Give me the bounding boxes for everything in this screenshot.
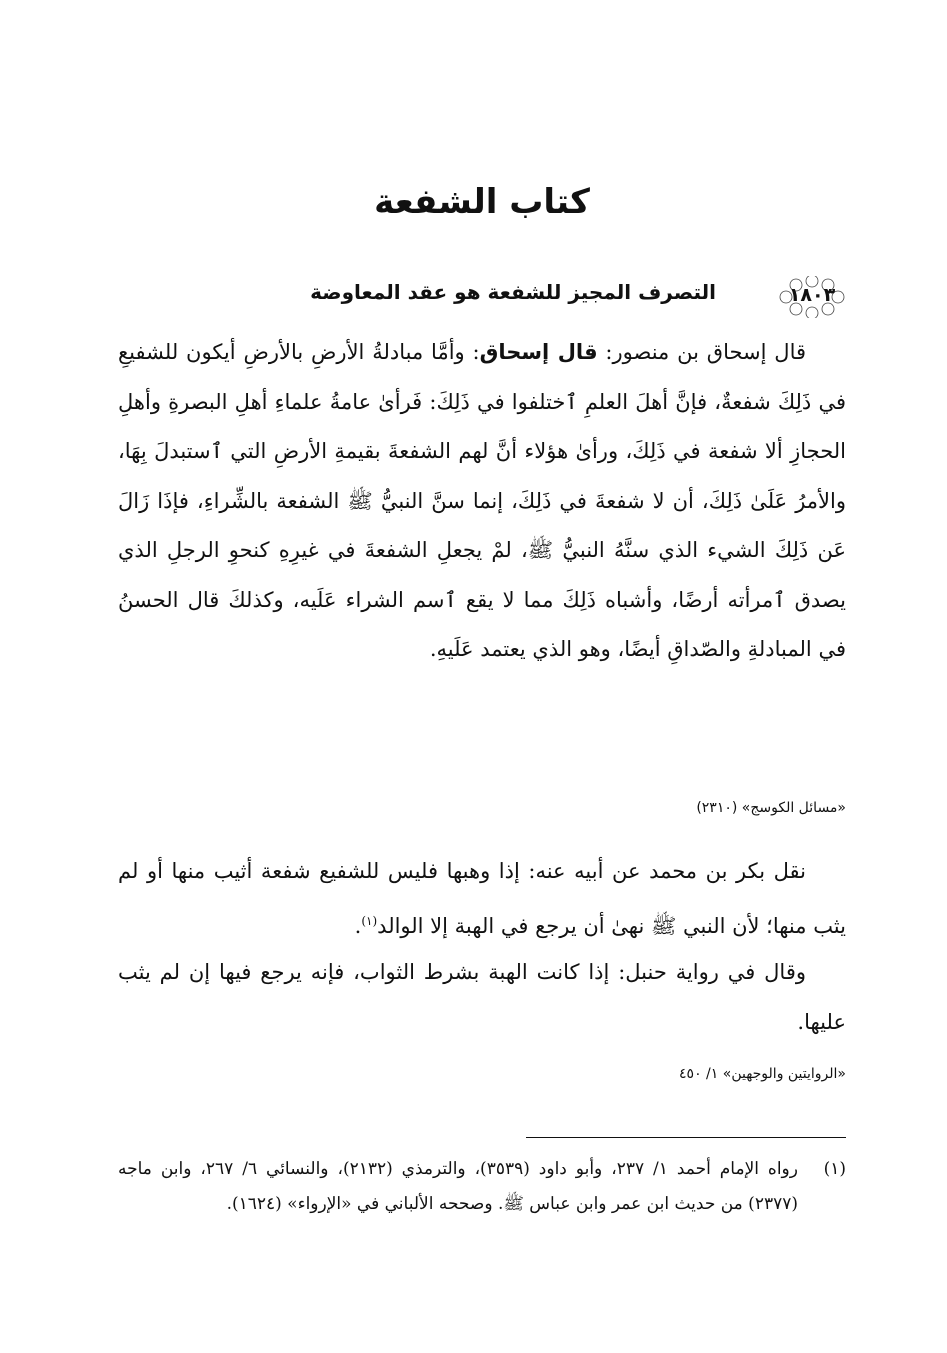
paragraph-2-body: نقل بكر بن محمد عن أبيه عنه: إذا وهبها فليس للشفيع شفعة أثيب منها أو لم يثب منها؛ لأن النبي ﷺ نهىٰ أن يرجع في الهبة إلا الوالد (118, 859, 846, 938)
paragraph-3 (118, 948, 846, 1047)
source-citation-1: «مسائل الكوسج» (٢٣١٠) (696, 800, 846, 816)
section-number-badge (778, 276, 846, 318)
document-page (118, 0, 846, 1353)
footnote-mark: (١) (823, 1159, 846, 1179)
section-heading (118, 276, 846, 320)
footnote-divider (526, 1137, 846, 1138)
footnote-reference[interactable]: (١) (361, 913, 378, 928)
paragraph-1-body: : وأمَّا مبادلةُ الأرضِ بالأرضِ أيكون للشفيعِ في ذَلِكَ شفعةٌ، فإنَّ أهلَ العلمِ ٱختلفوا في ذَلِكَ: فَرأىٰ عامةُ علماءِ أهلِ البصرةِ وأهلِ الحجازِ ألا شفعة في ذَلِكَ، ورأىٰ هؤلاء أنَّ لهم الشفعةَ بقيمةِ الأرضِ التي ٱستبدلَ بِهَا، والأمرُ عَلَىٰ ذَلِكَ، أن لا شفعةَ في ذَلِكَ، إنما سنَّ النبيُّ ﷺ الشفعة بالشِّراءِ، فإذَا زَالَ عَن ذَلِكَ الشيء الذي سنَّهُ النبيُّ ﷺ، لمْ يجعلِ الشفعةَ في غيرِهِ كنحوِ الرجلِ الذي يصدق ٱمرأته أرضًا، وأشباه ذَلِكَ مما لا يقع ٱسم الشراء عَلَيه، وكذلكَ قال الحسنُ في المبادلةِ والصّداقِ أيضًا، وهو الذي يعتمد عَلَيهِ. (118, 340, 846, 661)
paragraph-1 (118, 328, 846, 675)
paragraph-1-intro: قال إسحاق بن منصور: (597, 340, 807, 364)
book-title: كتاب الشفعة (374, 182, 590, 222)
section-number: ١٨٠٣ (788, 284, 836, 306)
paragraph-2-end: . (354, 913, 362, 938)
paragraph-2 (118, 847, 846, 951)
footnote-text: رواه الإمام أحمد ١/ ٢٣٧، وأبو داود (٣٥٣٩)، والترمذي (٢١٣٢)، والنسائي ٦/ ٢٦٧، وابن ماجه (٢٣٧٧) من حديث ابن عمر وابن عباس ﷺ. وصححه الألباني في «الإرواء» (١٦٢٤). (118, 1159, 798, 1214)
footnote (118, 1152, 846, 1222)
section-heading-text: التصرف المجيز للشفعة هو عقد المعاوضة (310, 280, 716, 304)
paragraph-1-speaker: قال إسحاق (479, 340, 598, 364)
paragraph-3-body: وقال في رواية حنبل: إذا كانت الهبة بشرط الثواب، فإنه يرجع فيها إن لم يثب عليها. (118, 960, 846, 1034)
source-citation-2: «الروايتين والوجهين» ١/ ٤٥٠ (679, 1066, 846, 1082)
